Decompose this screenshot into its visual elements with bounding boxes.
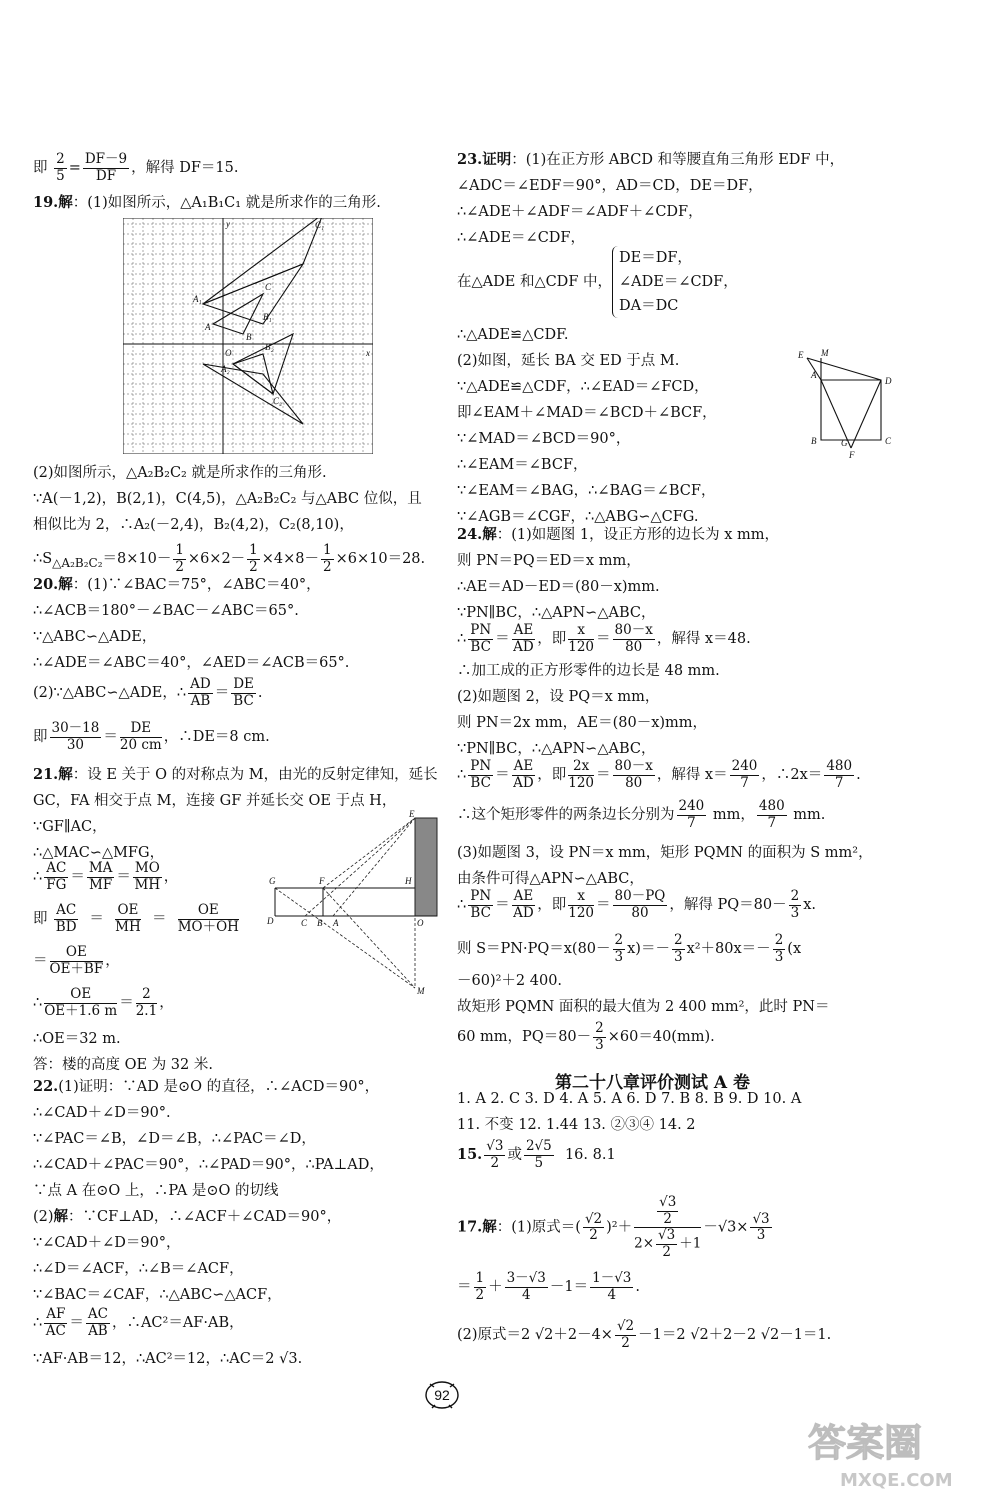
problem-19: 19.解：(1)如图所示，△A₁B₁C₁ 就是所求作的三角形. [33, 194, 381, 211]
svg-text:A: A [811, 370, 817, 380]
text-line: (2)原式＝2 √2＋2－4× $\frac{√2}{2}$ －1＝2 √2＋2－2 √2－1＝1. [457, 1318, 832, 1351]
text-line: ∴△MAC∽△MFG， [33, 845, 165, 861]
svg-text:F: F [319, 876, 325, 886]
svg-text:A: A [333, 918, 339, 928]
svg-text:答案圈: 答案圈 [808, 1421, 923, 1465]
text-line: ∵△ABC∽△ADE， [33, 629, 157, 645]
svg-text:D: D [885, 376, 892, 386]
text-line: ∴ $\frac{PN}{BC}$ ＝ $\frac{AE}{AD}$ ，即 $\frac{x}{120}$ ＝ $\frac{80-PQ}{80}$ ，解得 PQ＝80－ $\frac{2}{3}$ x. [457, 888, 816, 921]
problem-20: 20.解：(1)∵∠BAC＝75°，∠ABC＝40°， [33, 576, 321, 593]
text-line: ∴∠CAD＋∠D＝90°. [33, 1105, 171, 1121]
text-line: GC，FA 相交于点 M，连接 GF 并延长交 OE 于点 H， [33, 793, 397, 809]
svg-text:H: H [405, 876, 412, 886]
svg-text:E: E [798, 350, 804, 360]
text-line: ∴AE＝AD－ED＝(80－x)mm. [457, 579, 660, 595]
fraction: $\frac{2}{5}$ [56, 151, 65, 184]
answers-fill: 11. 不变 12. 1.44 13. ②③④ 14. 2 [457, 1117, 696, 1133]
svg-text:B₂: B₂ [265, 342, 274, 352]
svg-text:G: G [269, 876, 276, 886]
text-line: ∵∠EAM＝∠BAG，∴∠BAG＝∠BCF， [457, 483, 716, 499]
svg-text:M: M [417, 986, 425, 996]
text-line: (2)∵△ABC∽△ADE，∴ $\frac{AD}{AB}$ ＝ $\frac{DE}{BC}$ . [33, 676, 263, 709]
svg-text:C₂: C₂ [273, 396, 283, 406]
text-line: (3)如题图 3，设 PN＝x mm，矩形 PQMN 的面积为 S mm²， [457, 845, 873, 861]
text-line: ∴∠ADE＋∠ADF＝∠ADF＋∠CDF， [457, 204, 703, 220]
svg-text:C: C [301, 918, 308, 928]
text-line: ∠ADC＝∠EDF＝90°，AD＝CD，DE＝DF， [457, 178, 763, 194]
text-line: ∴△ADE≌△CDF. [457, 327, 569, 343]
svg-text:B: B [246, 332, 252, 342]
svg-text:92: 92 [434, 1387, 450, 1403]
text-line: ∴ $\frac{PN}{BC}$ ＝ $\frac{AE}{AD}$ ，即 $\frac{2x}{120}$ ＝ $\frac{80-x}{80}$ ，解得 x＝ $\frac{240}{7}$ ，∴2x＝ $\frac{480}{7}$ . [457, 758, 861, 791]
text-line: ∵GF∥AC， [33, 819, 107, 835]
svg-text:D: D [267, 916, 274, 926]
answers-15-16: 15. $\frac{√3}{2}$ 或 $\frac{2√5}{5}$ 16. 8.1 [457, 1138, 616, 1171]
text-line: 由条件可得△APN∽△ABC， [457, 871, 644, 887]
svg-text:B: B [811, 436, 817, 446]
text-line: 60 mm，PQ＝80－ $\frac{2}{3}$ ×60＝40(mm). [457, 1020, 715, 1053]
page-number-badge [422, 1378, 462, 1412]
svg-text:MXQE.COM: MXQE.COM [840, 1470, 953, 1491]
clock-icon [422, 1378, 462, 1412]
building-reflection-figure [265, 808, 440, 998]
text-line: ∵PN∥BC，∴△APN∽△ABC， [457, 605, 656, 621]
text-line: ∴加工成的正方形零件的边长是 48 mm. [457, 663, 720, 679]
square-triangle-figure [797, 348, 907, 458]
problem-24: 24.解：(1)如题图 1，设正方形的边长为 x mm， [457, 526, 780, 543]
text-line: ∴∠CAD＋∠PAC＝90°，∴∠PAD＝90°，∴PA⊥AD， [33, 1157, 384, 1173]
text-line: 则 S＝PN·PQ＝x(80－ $\frac{2}{3}$ x)＝－ $\frac{2}{3}$ x²＋80x＝－ $\frac{2}{3}$ (x [457, 932, 802, 965]
text-line: ∴ $\frac{AF}{AC}$ ＝ $\frac{AC}{AB}$ ，∴AC²＝AF·AB， [33, 1306, 244, 1339]
svg-text:A₂: A₂ [221, 364, 230, 374]
watermark-logo [800, 1412, 990, 1492]
text-line: ∴ $\frac{OE}{OE+1.6 m}$ ＝ $\frac{2}{2.1}$ ， [33, 986, 174, 1019]
text-line: 即∠EAM＋∠MAD＝∠BCD＋∠BCF， [457, 405, 717, 421]
text-line: (2)如题图 2，设 PQ＝x mm， [457, 689, 660, 705]
text-line: －60)²＋2 400. [457, 973, 563, 989]
text-line: 答：楼的高度 OE 为 32 米. [33, 1057, 213, 1073]
text-line: 故矩形 PQMN 面积的最大值为 2 400 mm²，此时 PN＝ [457, 999, 830, 1015]
svg-text:M: M [821, 348, 829, 358]
svg-text:C₁: C₁ [315, 220, 325, 230]
text-line: ∵∠AGB＝∠CGF，∴△ABG∽△CFG. [457, 509, 699, 525]
text-line: ∴ $\frac{PN}{BC}$ ＝ $\frac{AE}{AD}$ ，即 $\frac{x}{120}$ ＝ $\frac{80-x}{80}$ ，解得 x＝48. [457, 622, 751, 655]
text-line: ∵∠BAC＝∠CAF，∴△ABC∽△ACF， [33, 1287, 282, 1303]
text-line: ∴∠ADE＝∠ABC＝40°，∠AED＝∠ACB＝65°. [33, 655, 350, 671]
text-line: ∴∠ADE＝∠CDF， [457, 230, 585, 246]
text-line: ∵∠CAD＋∠D＝90°， [33, 1235, 181, 1251]
area-formula: $\therefore S_{\triangle A_2B_2C_2}=8\times 10-$ $\frac{1}{2}$ ×6×2－ $\frac{1}{2}$ ×4×8－ $\frac{1}{2}$ ×6×10＝28. [33, 542, 426, 575]
text-line: ∵点 A 在⊙O 上，∴PA 是⊙O 的切线 [33, 1183, 279, 1199]
text-line: 即 $\frac{AC}{BD}$ ＝ $\frac{OE}{MH}$ ＝ $\frac{OE}{MO+OH}$ [33, 902, 239, 935]
svg-text:B: B [317, 918, 323, 928]
text-line: ∵∠PAC＝∠B，∠D＝∠B，∴∠PAC＝∠D， [33, 1131, 316, 1147]
svg-text:y: y [226, 219, 230, 229]
text-line: ∴∠D＝∠ACF，∴∠B＝∠ACF， [33, 1261, 244, 1277]
svg-text:C: C [265, 282, 272, 292]
text-line: (2)如图所示，△A₂B₂C₂ 就是所求作的三角形. [33, 465, 327, 481]
svg-text:A₁: A₁ [193, 294, 202, 304]
svg-text:E: E [409, 809, 415, 819]
svg-text:G: G [841, 438, 848, 448]
text-line: 则 PN＝PQ＝ED＝x mm， [457, 553, 641, 569]
line-df: 即 $\frac{2}{5}$ = $\frac{DF-9}{DF}$ ，解得 DF＝15. [33, 151, 239, 184]
text-line: 即 $\frac{30-18}{30}$ ＝ $\frac{DE}{20 cm}$ ，∴DE＝8 cm. [33, 720, 270, 753]
text-line: (2)解：∵CF⊥AD，∴∠ACF＋∠CAD＝90°， [33, 1208, 342, 1225]
svg-text:B₁: B₁ [263, 312, 272, 322]
text-line: ∵AF·AB＝12，∴AC²＝12，∴AC＝2 √3. [33, 1351, 303, 1367]
text-line: ∴这个矩形零件的两条边长分别为 $\frac{240}{7}$ mm， $\frac{480}{7}$ mm. [457, 798, 826, 831]
text-line: ＝ $\frac{1}{2}$ ＋ $\frac{3-√3}{4}$ －1＝ $\frac{1-√3}{4}$ . [457, 1270, 640, 1303]
svg-text:O: O [417, 918, 424, 928]
coordinate-grid-figure [123, 218, 373, 454]
problem-17: 17.解：(1)原式＝( $\frac{√2}{2}$ )²＋ $\frac{√3}{2}$ 2× $\frac{√3}{2}$ ＋1 －√3× $\frac{√3}{3}$ [457, 1194, 770, 1260]
text-line: ∵∠MAD＝∠BCD＝90°， [457, 431, 631, 447]
text-line: ∵△ADE≌△CDF，∴∠EAD＝∠FCD， [457, 379, 709, 395]
svg-text:x: x [366, 348, 370, 358]
chapter-heading: 第二十八章评价测试 A 卷 [555, 1073, 751, 1093]
svg-text:C: C [885, 436, 892, 446]
text-line: ∴∠EAM＝∠BCF， [457, 457, 588, 473]
problem-21: 21.解：设 E 关于 O 的对称点为 M，由光的反射定律知，延长 [33, 766, 438, 783]
text-line: ∵PN∥BC，∴△APN∽△ABC， [457, 741, 656, 757]
text-line: (2)如图，延长 BA 交 ED 于点 M. [457, 353, 680, 369]
text-line: 相似比为 2，∴A₂(－2,4)，B₂(4,2)，C₂(8,10)， [33, 517, 354, 533]
text-line: ∴OE＝32 m. [33, 1031, 121, 1047]
answers-choice: 1. A 2. C 3. D 4. A 5. A 6. D 7. B 8. B 9. D 10. A [457, 1091, 802, 1107]
problem-22: 22.(1)证明：∵AD 是⊙O 的直径，∴∠ACD＝90°， [33, 1078, 380, 1095]
congruence-system: 在△ADE 和△CDF 中，DE＝DF， ∠ADE＝∠CDF， DA＝DC [457, 246, 738, 318]
svg-text:F: F [849, 450, 855, 458]
svg-text:A: A [205, 322, 211, 332]
svg-text:O: O [225, 348, 232, 358]
text-line: ∴∠ACB＝180°－∠BAC－∠ABC＝65°. [33, 603, 299, 619]
text-line: ∵A(－1,2)，B(2,1)，C(4,5)，△A₂B₂C₂ 与△ABC 位似，且 [33, 491, 422, 507]
problem-23: 23.证明：(1)在正方形 ABCD 和等腰直角三角形 EDF 中， [457, 151, 845, 168]
text-line: ＝ $\frac{OE}{OE+BF}$ ， [33, 944, 120, 977]
text-line: 则 PN＝2x mm，AE＝(80－x)mm， [457, 715, 708, 731]
text-line: ∴ $\frac{AC}{FG}$ ＝ $\frac{MA}{MF}$ ＝ $\frac{MO}{MH}$ ， [33, 860, 179, 893]
